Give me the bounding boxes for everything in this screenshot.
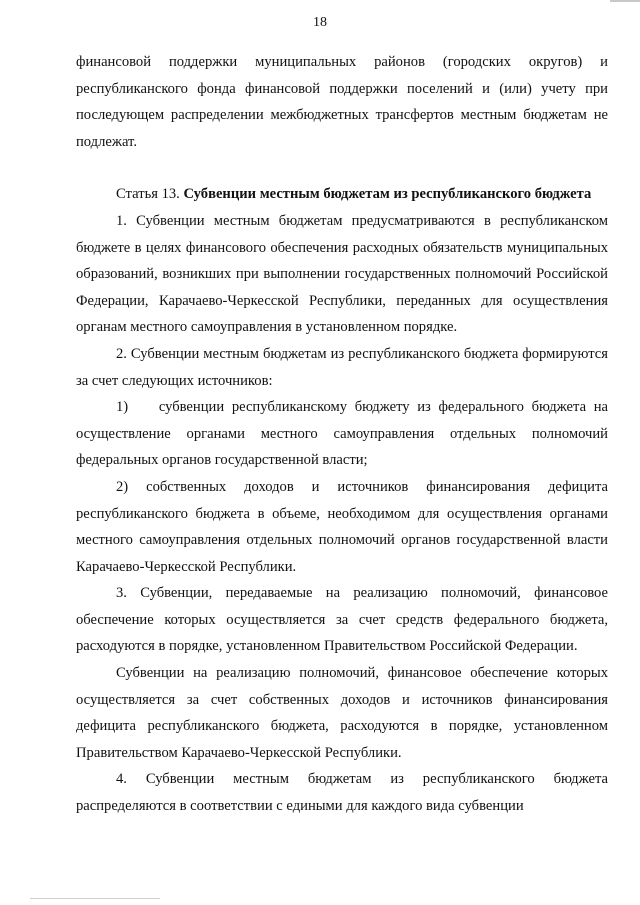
document-body	[76, 49, 608, 820]
paragraph-continuation: финансовой поддержки муниципальных районов (городских округов) и республиканского фонда финансовой поддержки поселений и (или) учету при последующем распределении межбюджетных трансфертов местным бюджетам не подлежат.	[76, 54, 608, 150]
paragraph-1: 1. Субвенции местным бюджетам предусматриваются в республиканском бюджете в целях финансового обеспечения расходных обязательств муниципальных образований, возникших при выполнении государственных полномочий Российской Федерации, Карачаево-Черкесской Республики, переданных для осуществления органам местного самоуправления в установленном порядке.	[76, 212, 608, 336]
article-label: Статья 13.	[116, 186, 180, 203]
paragraph-4: 4. Субвенции местным бюджетам из республиканского бюджета распределяются в соответствии с едиными для каждого вида субвенции	[76, 771, 608, 815]
scan-edge-mark-bottom	[30, 898, 160, 899]
page-number: 18	[313, 15, 327, 30]
paragraph-2-item-2: 2) собственных доходов и источников финансирования дефицита республиканского бюджета в объеме, необходимом для осуществления органами местного самоуправления отдельных полномочий органов государственной власти Карачаево-Черкесской Республики.	[76, 478, 608, 575]
paragraph-3: 3. Субвенции, передаваемые на реализацию полномочий, финансовое обеспечение которых осуществляется за счет средств федерального бюджета, расходуются в порядке, установленном Правительством Российской Федерации.	[76, 585, 608, 655]
scan-edge-mark	[610, 0, 640, 2]
paragraph-3-continued: Субвенции на реализацию полномочий, финансовое обеспечение которых осуществляется за счет собственных доходов и источников финансирования дефицита республиканского бюджета, расходуются в порядке, установленном Правительством Карачаево-Черкесской Республики.	[76, 665, 608, 761]
paragraph-2-item-1: 1) субвенции республиканскому бюджету из федерального бюджета на осуществление органами местного самоуправления отдельных полномочий федеральных органов государственной власти;	[76, 399, 608, 469]
article-title: Субвенции местным бюджетам из республиканского бюджета	[183, 186, 592, 203]
article-heading	[76, 181, 608, 208]
paragraph-2: 2. Субвенции местным бюджетам из республиканского бюджета формируются за счет следующих источников:	[76, 345, 608, 389]
